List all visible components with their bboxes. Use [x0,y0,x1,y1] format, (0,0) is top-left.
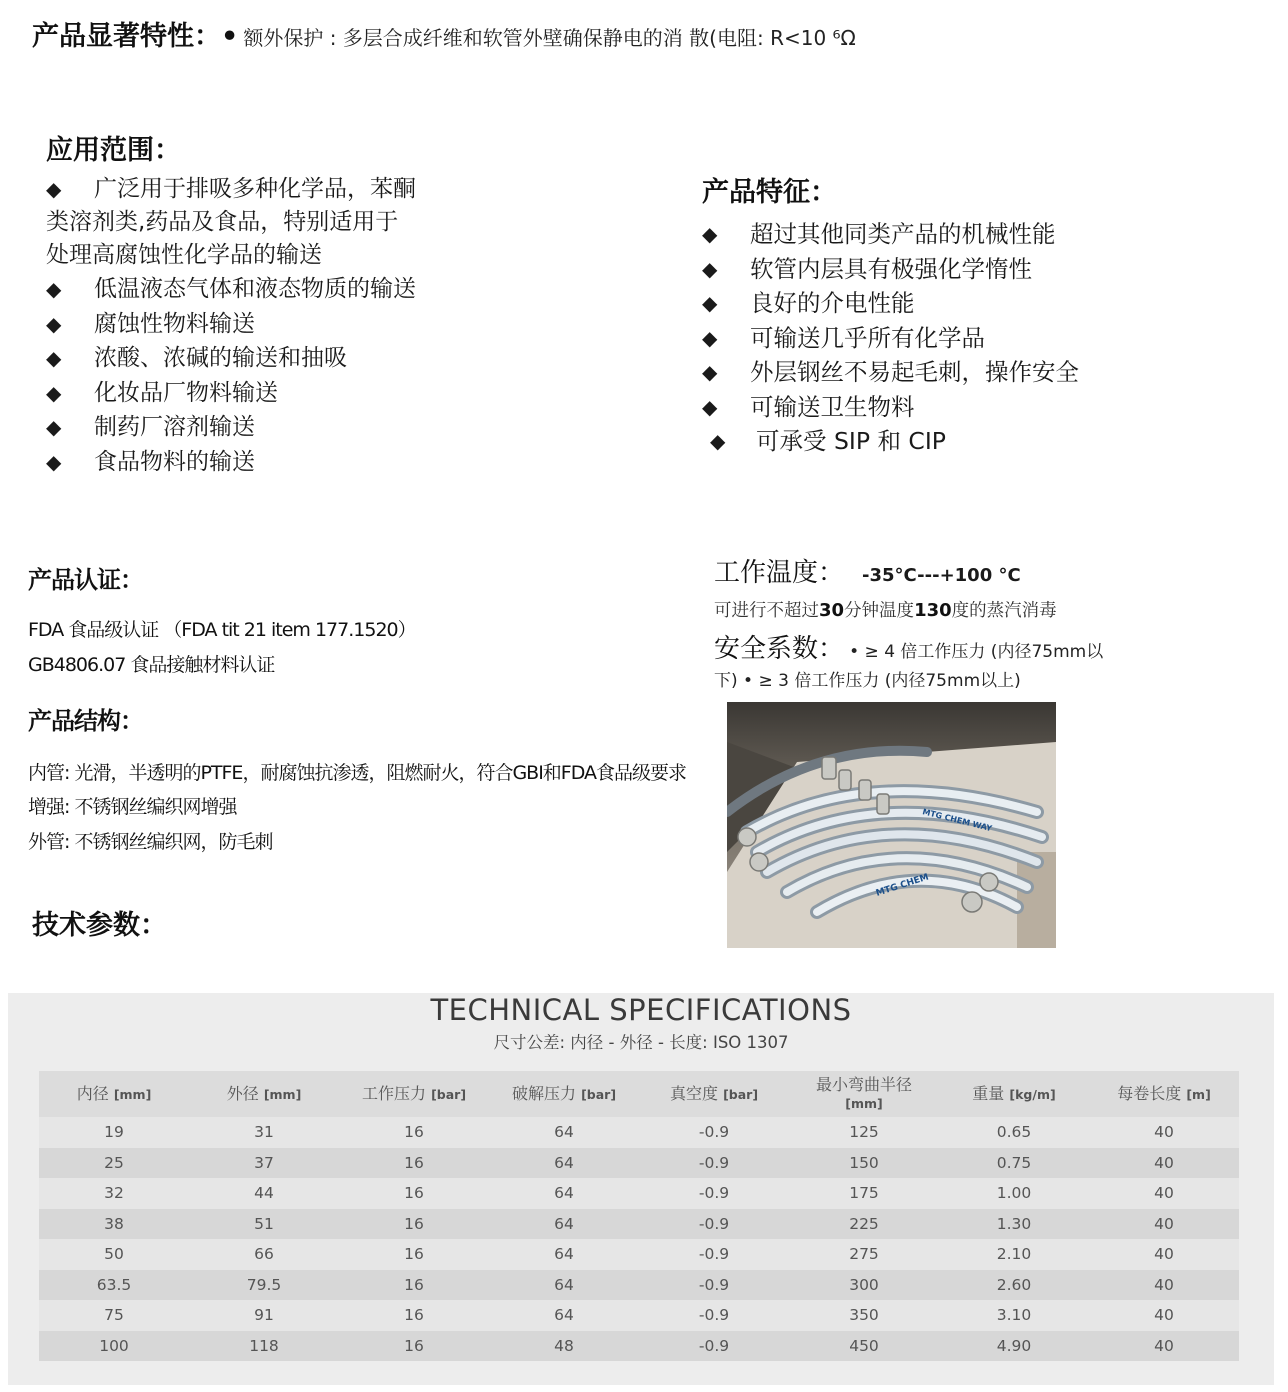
list-item-text: 外层钢丝不易起毛刺，操作安全 [750,358,1079,386]
header-label: 外径 [226,1083,259,1103]
table-cell: 175 [789,1178,939,1209]
hose-photo-illustration [727,702,1056,948]
list-item [46,307,476,342]
table-cell: 16 [339,1239,489,1270]
diamond-bullet-icon: ◆ [702,222,718,246]
table-cell: -0.9 [639,1148,789,1179]
list-item-text: 低温液态气体和液态物质的输送 [94,276,416,302]
table-cell: -0.9 [639,1209,789,1240]
table-cell: 16 [339,1270,489,1301]
table-cell: 64 [489,1300,639,1331]
diamond-bullet-icon: ◆ [702,256,718,281]
header-label: 真空度 [669,1083,718,1103]
top-feature-text: 额外保护 : 多层合成纤维和软管外壁确保静电的消 散(电阻: R<10 ⁶Ω [243,26,856,50]
tech-params-title: 技术参数： [32,910,167,941]
table-cell: 40 [1089,1331,1239,1362]
diamond-bullet-icon: ◆ [702,291,718,315]
table-cell: 66 [189,1239,339,1270]
hose-label-text: MTG CHEM WAY [921,807,993,834]
list-item [702,355,1222,390]
list-item-text: 腐蚀性物料输送 [94,310,255,337]
table-row [39,1331,1239,1362]
features-section [702,170,1222,459]
header-unit: [mm] [113,1086,152,1102]
note-text: 度的蒸汽消毒 [951,601,1057,621]
table-cell: -0.9 [639,1117,789,1148]
table-cell: 0.65 [939,1117,1089,1148]
application-intro-line: 处理高腐蚀性化学品的输送 [46,242,322,268]
header-label: 工作压力 [361,1083,426,1103]
table-cell: 2.60 [939,1270,1089,1301]
list-item [46,341,476,376]
table-cell: -0.9 [639,1178,789,1209]
table-cell: 25 [39,1148,189,1179]
header-unit: [m] [1186,1086,1211,1102]
spec-panel [8,993,1274,1385]
hose-label-text: MTG CHEM [874,872,931,899]
table-cell: 40 [1089,1178,1239,1209]
safety-line: 下) • ≥ 3 倍工作压力 (内径75mm以上) [714,671,1021,691]
product-photo [727,702,1056,948]
diamond-bullet-icon: ◆ [702,360,718,384]
list-item-text: 超过其他同类产品的机械性能 [750,220,1056,248]
table-cell: 350 [789,1300,939,1331]
table-cell: 16 [339,1331,489,1362]
list-item [702,286,1222,321]
table-row [39,1117,1239,1148]
diamond-bullet-icon: ◆ [46,380,62,405]
header-label: 破解压力 [511,1083,576,1103]
table-cell: 125 [789,1117,939,1148]
certification-title: 产品认证： [28,566,143,594]
top-heading: 产品显著特性： [32,21,221,52]
top-feature-line [32,14,856,53]
table-cell: 300 [789,1270,939,1301]
table-cell: 40 [1089,1300,1239,1331]
table-cell: 64 [489,1148,639,1179]
table-cell: 3.10 [939,1300,1089,1331]
table-row [39,1178,1239,1209]
features-list [702,217,1222,459]
structure-line: 内管: 光滑，半透明的PTFE，耐腐蚀抗渗透，阻燃耐火，符合GBI和FDA食品级要求 [28,762,687,784]
spec-subtitle: 尺寸公差: 内径 - 外径 - 长度: ISO 1307 [493,1033,789,1052]
spec-header-row [39,1071,1239,1117]
list-item [46,272,476,307]
header-cell [339,1071,489,1117]
header-unit: [bar] [581,1086,617,1102]
list-item [702,390,1222,425]
list-item-text: 可输送几乎所有化学品 [750,323,985,352]
certification-line: FDA 食品级认证 （FDA tit 21 item 177.1520） [28,619,416,641]
list-item-text: 化妆品厂物料输送 [94,379,278,406]
diamond-bullet-icon: ◆ [46,177,62,201]
header-label: 重量 [972,1083,1005,1103]
header-cell [189,1071,339,1117]
table-cell: 64 [489,1178,639,1209]
table-cell: 2.10 [939,1239,1089,1270]
list-item-text: 良好的介电性能 [750,289,915,317]
list-item [702,424,1222,459]
sterilization-note [714,597,1234,622]
spec-table-body [39,1117,1239,1361]
safety-label: 安全系数： [714,634,845,664]
table-cell: 64 [489,1209,639,1240]
note-temperature: 130 [914,600,952,621]
diamond-bullet-icon: ◆ [46,346,62,370]
diamond-bullet-icon: ◆ [46,415,62,439]
application-list [46,272,476,479]
safety-line: • ≥ 4 倍工作压力 (内径75mm以 [849,642,1104,662]
table-cell: 275 [789,1239,939,1270]
table-row [39,1148,1239,1179]
safety-section [714,628,1144,696]
table-row [39,1270,1239,1301]
note-text: 可进行不超过 [714,601,819,621]
table-cell: 225 [789,1209,939,1240]
table-cell: 38 [39,1209,189,1240]
table-cell: 31 [189,1117,339,1148]
list-item [46,445,476,480]
table-cell: -0.9 [639,1300,789,1331]
table-cell: 64 [489,1239,639,1270]
list-item [46,410,476,445]
application-intro-line: 广泛用于排吸多种化学品，苯酮 [94,176,416,202]
table-cell: -0.9 [639,1331,789,1362]
list-item [702,252,1222,287]
table-cell: 63.5 [39,1270,189,1301]
table-cell: 16 [339,1148,489,1179]
table-cell: 40 [1089,1270,1239,1301]
table-cell: 16 [339,1178,489,1209]
table-cell: 1.30 [939,1209,1089,1240]
table-cell: 19 [39,1117,189,1148]
table-cell: 91 [189,1300,339,1331]
table-cell: 118 [189,1331,339,1362]
table-cell: 450 [789,1331,939,1362]
table-cell: 40 [1089,1209,1239,1240]
header-label: 最小弯曲半径 [815,1074,912,1094]
list-item-text: 食品物料的输送 [94,448,255,475]
header-unit: [kg/m] [1009,1086,1056,1102]
table-cell: 51 [189,1209,339,1240]
header-cell [939,1071,1089,1117]
header-cell [489,1071,639,1117]
table-cell: 16 [339,1300,489,1331]
note-text: 分钟温度 [844,601,915,621]
header-label: 每卷长度 [1117,1083,1182,1103]
header-cell [1089,1071,1239,1117]
table-cell: 40 [1089,1239,1239,1270]
table-cell: 40 [1089,1148,1239,1179]
diamond-bullet-icon: ◆ [46,449,62,474]
application-title: 应用范围： [46,135,181,166]
header-unit: [mm] [845,1095,883,1111]
table-cell: 40 [1089,1117,1239,1148]
list-item [702,321,1222,356]
list-item-text: 可承受 SIP 和 CIP [756,427,946,455]
diamond-bullet-icon: ◆ [46,311,62,336]
temperature-label: 工作温度： [714,558,845,588]
list-item-text: 制药厂溶剂输送 [94,414,255,440]
header-unit: [bar] [431,1086,467,1102]
application-intro-line: 类溶剂类,药品及食品，特别适用于 [46,209,399,235]
structure-line: 增强: 不锈钢丝编织网增强 [28,796,237,818]
list-item-text: 浓酸、浓碱的输送和抽吸 [94,345,347,371]
table-cell: 16 [339,1209,489,1240]
diamond-bullet-icon: ◆ [710,429,726,453]
header-cell [39,1071,189,1117]
application-intro [46,173,476,272]
table-cell: 150 [789,1148,939,1179]
temperature-section [714,552,1234,622]
structure-line: 外管: 不锈钢丝编织网，防毛刺 [28,831,273,853]
table-cell: 64 [489,1270,639,1301]
note-minutes: 30 [819,600,845,621]
table-cell: 64 [489,1117,639,1148]
table-cell: 4.90 [939,1331,1089,1362]
header-cell [639,1071,789,1117]
spec-table [39,1071,1239,1361]
application-section [46,128,476,479]
table-cell: -0.9 [639,1239,789,1270]
diamond-bullet-icon: ◆ [702,394,718,419]
list-item-text: 可输送卫生物料 [750,392,915,421]
table-cell: -0.9 [639,1270,789,1301]
header-label: 内径 [76,1083,109,1103]
header-unit: [mm] [263,1086,302,1102]
diamond-bullet-icon: ◆ [46,277,62,301]
table-cell: 79.5 [189,1270,339,1301]
table-row [39,1209,1239,1240]
table-cell: 1.00 [939,1178,1089,1209]
header-unit: [bar] [723,1086,759,1102]
diamond-bullet-icon: ◆ [702,325,718,350]
table-cell: 16 [339,1117,489,1148]
table-cell: 50 [39,1239,189,1270]
list-item [702,217,1222,252]
table-cell: 37 [189,1148,339,1179]
table-cell: 75 [39,1300,189,1331]
features-title: 产品特征： [702,177,837,208]
structure-title: 产品结构： [28,707,143,735]
table-row [39,1300,1239,1331]
list-item-text: 软管内层具有极强化学惰性 [750,254,1032,283]
table-cell: 32 [39,1178,189,1209]
list-item [46,376,476,411]
top-bullet: • [221,21,239,52]
table-cell: 0.75 [939,1148,1089,1179]
table-cell: 44 [189,1178,339,1209]
table-cell: 100 [39,1331,189,1362]
spec-title: TECHNICAL SPECIFICATIONS [430,993,852,1027]
certification-line: GB4806.07 食品接触材料认证 [28,654,275,676]
header-cell [789,1071,939,1117]
temperature-value: -35°C---+100 °C [862,565,1021,586]
table-row [39,1239,1239,1270]
table-cell: 48 [489,1331,639,1362]
